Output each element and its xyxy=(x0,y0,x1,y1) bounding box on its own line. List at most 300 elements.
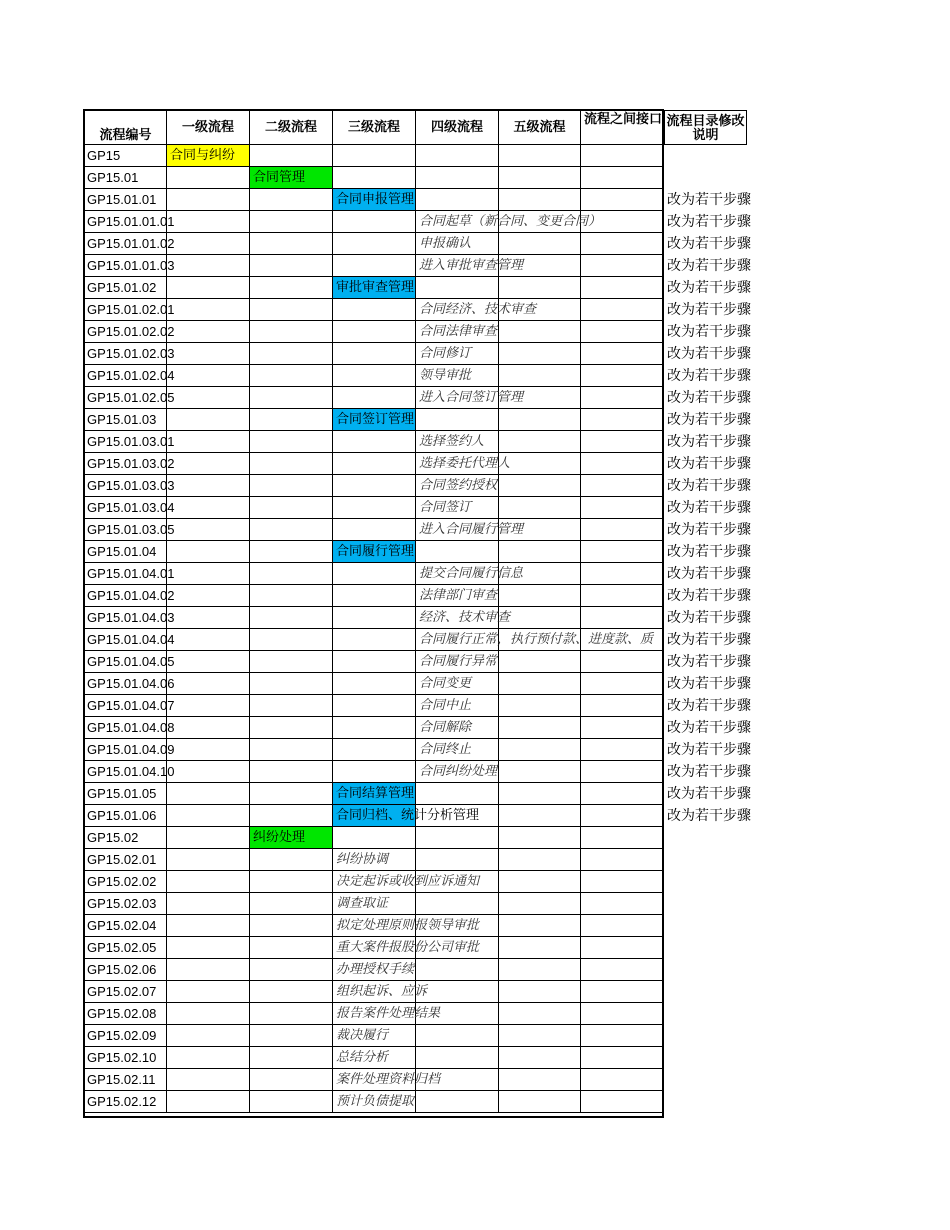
level-3-cell[interactable] xyxy=(333,321,416,343)
level-2-cell[interactable] xyxy=(250,519,333,541)
level-5-cell[interactable] xyxy=(499,475,581,497)
level-3-cell[interactable] xyxy=(333,937,416,959)
level-4-cell[interactable] xyxy=(416,937,499,959)
level-5-cell[interactable] xyxy=(499,783,581,805)
level-4-cell[interactable] xyxy=(416,717,499,739)
level-1-cell[interactable] xyxy=(167,145,250,167)
level-6-cell[interactable] xyxy=(581,541,662,563)
level-3-cell[interactable] xyxy=(333,981,416,1003)
code-cell[interactable] xyxy=(85,453,167,475)
code-cell[interactable] xyxy=(85,629,167,651)
level-2-cell[interactable] xyxy=(250,387,333,409)
level-5-cell[interactable] xyxy=(499,167,581,189)
level-1-cell[interactable] xyxy=(167,387,250,409)
level-3-cell[interactable] xyxy=(333,453,416,475)
level-3-cell[interactable] xyxy=(333,277,416,299)
level-4-cell[interactable] xyxy=(416,365,499,387)
level-3-cell[interactable] xyxy=(333,1025,416,1047)
level-1-cell[interactable] xyxy=(167,717,250,739)
level-4-cell[interactable] xyxy=(416,475,499,497)
level-2-cell[interactable] xyxy=(250,607,333,629)
level-5-cell[interactable] xyxy=(499,233,581,255)
level-6-cell[interactable] xyxy=(581,629,662,651)
level-4-cell[interactable] xyxy=(416,211,499,233)
level-3-cell[interactable] xyxy=(333,761,416,783)
level-1-cell[interactable] xyxy=(167,409,250,431)
level-5-cell[interactable] xyxy=(499,409,581,431)
level-5-cell[interactable] xyxy=(499,827,581,849)
level-4-cell[interactable] xyxy=(416,519,499,541)
level-5-cell[interactable] xyxy=(499,871,581,893)
level-6-cell[interactable] xyxy=(581,959,662,981)
level-3-cell[interactable] xyxy=(333,827,416,849)
level-5-cell[interactable] xyxy=(499,387,581,409)
level-3-cell[interactable] xyxy=(333,189,416,211)
level-6-cell[interactable] xyxy=(581,365,662,387)
code-cell[interactable] xyxy=(85,1069,167,1091)
level-3-cell[interactable] xyxy=(333,475,416,497)
level-1-cell[interactable] xyxy=(167,497,250,519)
level-4-cell[interactable] xyxy=(416,871,499,893)
code-cell[interactable] xyxy=(85,673,167,695)
level-6-cell[interactable] xyxy=(581,1069,662,1091)
level-6-cell[interactable] xyxy=(581,783,662,805)
level-1-cell[interactable] xyxy=(167,893,250,915)
code-cell[interactable] xyxy=(85,893,167,915)
level-1-cell[interactable] xyxy=(167,673,250,695)
level-5-cell[interactable] xyxy=(499,321,581,343)
level-3-cell[interactable] xyxy=(333,695,416,717)
level-2-cell[interactable] xyxy=(250,849,333,871)
code-cell[interactable] xyxy=(85,211,167,233)
level-1-cell[interactable] xyxy=(167,277,250,299)
level-4-cell[interactable] xyxy=(416,431,499,453)
level-3-cell[interactable] xyxy=(333,629,416,651)
level-3-cell[interactable] xyxy=(333,167,416,189)
level-3-cell[interactable] xyxy=(333,409,416,431)
level-3-cell[interactable] xyxy=(333,849,416,871)
level-4-cell[interactable] xyxy=(416,299,499,321)
level-5-cell[interactable] xyxy=(499,981,581,1003)
level-6-cell[interactable] xyxy=(581,211,662,233)
level-4-cell[interactable] xyxy=(416,343,499,365)
level-6-cell[interactable] xyxy=(581,739,662,761)
level-4-cell[interactable] xyxy=(416,585,499,607)
level-5-cell[interactable] xyxy=(499,739,581,761)
level-2-cell[interactable] xyxy=(250,717,333,739)
level-4-cell[interactable] xyxy=(416,277,499,299)
level-2-cell[interactable] xyxy=(250,893,333,915)
level-1-cell[interactable] xyxy=(167,475,250,497)
code-cell[interactable] xyxy=(85,431,167,453)
level-4-cell[interactable] xyxy=(416,629,499,651)
level-6-cell[interactable] xyxy=(581,299,662,321)
level-3-cell[interactable] xyxy=(333,1047,416,1069)
level-1-cell[interactable] xyxy=(167,871,250,893)
level-6-cell[interactable] xyxy=(581,145,662,167)
level-4-cell[interactable] xyxy=(416,673,499,695)
level-4-cell[interactable] xyxy=(416,695,499,717)
code-cell[interactable] xyxy=(85,1003,167,1025)
level-4-cell[interactable] xyxy=(416,541,499,563)
level-1-cell[interactable] xyxy=(167,915,250,937)
level-2-cell[interactable] xyxy=(250,739,333,761)
level-4-cell[interactable] xyxy=(416,1003,499,1025)
code-cell[interactable] xyxy=(85,805,167,827)
level-4-cell[interactable] xyxy=(416,827,499,849)
code-cell[interactable] xyxy=(85,761,167,783)
level-1-cell[interactable] xyxy=(167,1069,250,1091)
level-1-cell[interactable] xyxy=(167,365,250,387)
level-3-cell[interactable] xyxy=(333,893,416,915)
level-2-cell[interactable] xyxy=(250,431,333,453)
level-2-cell[interactable] xyxy=(250,651,333,673)
level-4-cell[interactable] xyxy=(416,1091,499,1113)
level-6-cell[interactable] xyxy=(581,321,662,343)
level-6-cell[interactable] xyxy=(581,1091,662,1113)
level-4-cell[interactable] xyxy=(416,893,499,915)
level-1-cell[interactable] xyxy=(167,937,250,959)
code-cell[interactable] xyxy=(85,277,167,299)
level-1-cell[interactable] xyxy=(167,189,250,211)
level-4-cell[interactable] xyxy=(416,849,499,871)
code-cell[interactable] xyxy=(85,717,167,739)
level-3-cell[interactable] xyxy=(333,211,416,233)
level-2-cell[interactable] xyxy=(250,211,333,233)
level-2-cell[interactable] xyxy=(250,695,333,717)
level-2-cell[interactable] xyxy=(250,871,333,893)
level-3-cell[interactable] xyxy=(333,783,416,805)
code-cell[interactable] xyxy=(85,475,167,497)
level-5-cell[interactable] xyxy=(499,1025,581,1047)
level-6-cell[interactable] xyxy=(581,849,662,871)
level-2-cell[interactable] xyxy=(250,167,333,189)
level-3-cell[interactable] xyxy=(333,299,416,321)
level-4-cell[interactable] xyxy=(416,387,499,409)
level-5-cell[interactable] xyxy=(499,673,581,695)
level-6-cell[interactable] xyxy=(581,475,662,497)
level-2-cell[interactable] xyxy=(250,277,333,299)
level-5-cell[interactable] xyxy=(499,849,581,871)
level-1-cell[interactable] xyxy=(167,1091,250,1113)
level-1-cell[interactable] xyxy=(167,563,250,585)
level-5-cell[interactable] xyxy=(499,629,581,651)
level-6-cell[interactable] xyxy=(581,651,662,673)
level-6-cell[interactable] xyxy=(581,1025,662,1047)
level-2-cell[interactable] xyxy=(250,145,333,167)
level-1-cell[interactable] xyxy=(167,827,250,849)
code-cell[interactable] xyxy=(85,739,167,761)
code-cell[interactable] xyxy=(85,145,167,167)
code-cell[interactable] xyxy=(85,189,167,211)
level-1-cell[interactable] xyxy=(167,519,250,541)
code-cell[interactable] xyxy=(85,607,167,629)
level-6-cell[interactable] xyxy=(581,167,662,189)
level-2-cell[interactable] xyxy=(250,629,333,651)
level-6-cell[interactable] xyxy=(581,519,662,541)
level-5-cell[interactable] xyxy=(499,717,581,739)
level-3-cell[interactable] xyxy=(333,871,416,893)
level-6-cell[interactable] xyxy=(581,915,662,937)
level-6-cell[interactable] xyxy=(581,277,662,299)
level-5-cell[interactable] xyxy=(499,651,581,673)
level-2-cell[interactable] xyxy=(250,1047,333,1069)
level-3-cell[interactable] xyxy=(333,1091,416,1113)
level-3-cell[interactable] xyxy=(333,387,416,409)
level-1-cell[interactable] xyxy=(167,321,250,343)
level-3-cell[interactable] xyxy=(333,585,416,607)
level-1-cell[interactable] xyxy=(167,607,250,629)
level-2-cell[interactable] xyxy=(250,365,333,387)
code-cell[interactable] xyxy=(85,365,167,387)
level-2-cell[interactable] xyxy=(250,1025,333,1047)
level-2-cell[interactable] xyxy=(250,563,333,585)
level-2-cell[interactable] xyxy=(250,1091,333,1113)
level-1-cell[interactable] xyxy=(167,541,250,563)
level-3-cell[interactable] xyxy=(333,145,416,167)
level-2-cell[interactable] xyxy=(250,189,333,211)
level-5-cell[interactable] xyxy=(499,915,581,937)
level-2-cell[interactable] xyxy=(250,981,333,1003)
level-1-cell[interactable] xyxy=(167,981,250,1003)
level-4-cell[interactable] xyxy=(416,959,499,981)
level-6-cell[interactable] xyxy=(581,695,662,717)
level-2-cell[interactable] xyxy=(250,915,333,937)
level-1-cell[interactable] xyxy=(167,453,250,475)
code-cell[interactable] xyxy=(85,849,167,871)
level-5-cell[interactable] xyxy=(499,541,581,563)
level-5-cell[interactable] xyxy=(499,1047,581,1069)
level-6-cell[interactable] xyxy=(581,981,662,1003)
code-cell[interactable] xyxy=(85,695,167,717)
code-cell[interactable] xyxy=(85,387,167,409)
code-cell[interactable] xyxy=(85,1091,167,1113)
level-2-cell[interactable] xyxy=(250,453,333,475)
code-cell[interactable] xyxy=(85,497,167,519)
code-cell[interactable] xyxy=(85,541,167,563)
level-6-cell[interactable] xyxy=(581,387,662,409)
level-1-cell[interactable] xyxy=(167,431,250,453)
level-4-cell[interactable] xyxy=(416,1069,499,1091)
level-3-cell[interactable] xyxy=(333,717,416,739)
level-2-cell[interactable] xyxy=(250,805,333,827)
level-4-cell[interactable] xyxy=(416,563,499,585)
level-6-cell[interactable] xyxy=(581,673,662,695)
level-2-cell[interactable] xyxy=(250,783,333,805)
level-1-cell[interactable] xyxy=(167,761,250,783)
level-2-cell[interactable] xyxy=(250,255,333,277)
level-6-cell[interactable] xyxy=(581,453,662,475)
level-5-cell[interactable] xyxy=(499,343,581,365)
level-4-cell[interactable] xyxy=(416,233,499,255)
level-3-cell[interactable] xyxy=(333,343,416,365)
code-cell[interactable] xyxy=(85,299,167,321)
code-cell[interactable] xyxy=(85,563,167,585)
code-cell[interactable] xyxy=(85,233,167,255)
level-6-cell[interactable] xyxy=(581,805,662,827)
level-6-cell[interactable] xyxy=(581,585,662,607)
level-2-cell[interactable] xyxy=(250,761,333,783)
code-cell[interactable] xyxy=(85,981,167,1003)
level-1-cell[interactable] xyxy=(167,167,250,189)
level-1-cell[interactable] xyxy=(167,959,250,981)
level-5-cell[interactable] xyxy=(499,365,581,387)
code-cell[interactable] xyxy=(85,1025,167,1047)
level-4-cell[interactable] xyxy=(416,981,499,1003)
level-6-cell[interactable] xyxy=(581,255,662,277)
level-4-cell[interactable] xyxy=(416,651,499,673)
level-2-cell[interactable] xyxy=(250,827,333,849)
level-6-cell[interactable] xyxy=(581,343,662,365)
level-1-cell[interactable] xyxy=(167,805,250,827)
level-3-cell[interactable] xyxy=(333,651,416,673)
level-4-cell[interactable] xyxy=(416,255,499,277)
level-6-cell[interactable] xyxy=(581,871,662,893)
level-3-cell[interactable] xyxy=(333,959,416,981)
level-5-cell[interactable] xyxy=(499,519,581,541)
code-cell[interactable] xyxy=(85,167,167,189)
level-2-cell[interactable] xyxy=(250,1003,333,1025)
level-4-cell[interactable] xyxy=(416,805,499,827)
level-2-cell[interactable] xyxy=(250,585,333,607)
level-3-cell[interactable] xyxy=(333,541,416,563)
level-1-cell[interactable] xyxy=(167,1025,250,1047)
level-1-cell[interactable] xyxy=(167,651,250,673)
code-cell[interactable] xyxy=(85,255,167,277)
code-cell[interactable] xyxy=(85,343,167,365)
level-4-cell[interactable] xyxy=(416,321,499,343)
level-5-cell[interactable] xyxy=(499,563,581,585)
level-3-cell[interactable] xyxy=(333,431,416,453)
level-1-cell[interactable] xyxy=(167,299,250,321)
level-5-cell[interactable] xyxy=(499,1091,581,1113)
code-cell[interactable] xyxy=(85,871,167,893)
level-2-cell[interactable] xyxy=(250,541,333,563)
code-cell[interactable] xyxy=(85,827,167,849)
level-6-cell[interactable] xyxy=(581,233,662,255)
code-cell[interactable] xyxy=(85,783,167,805)
level-2-cell[interactable] xyxy=(250,409,333,431)
level-3-cell[interactable] xyxy=(333,1003,416,1025)
level-2-cell[interactable] xyxy=(250,673,333,695)
level-4-cell[interactable] xyxy=(416,783,499,805)
level-1-cell[interactable] xyxy=(167,849,250,871)
code-cell[interactable] xyxy=(85,321,167,343)
level-3-cell[interactable] xyxy=(333,805,416,827)
level-6-cell[interactable] xyxy=(581,431,662,453)
code-cell[interactable] xyxy=(85,409,167,431)
level-5-cell[interactable] xyxy=(499,189,581,211)
level-5-cell[interactable] xyxy=(499,1003,581,1025)
level-1-cell[interactable] xyxy=(167,255,250,277)
level-5-cell[interactable] xyxy=(499,959,581,981)
level-5-cell[interactable] xyxy=(499,277,581,299)
code-cell[interactable] xyxy=(85,1047,167,1069)
level-6-cell[interactable] xyxy=(581,1003,662,1025)
level-6-cell[interactable] xyxy=(581,827,662,849)
code-cell[interactable] xyxy=(85,651,167,673)
level-1-cell[interactable] xyxy=(167,1003,250,1025)
level-2-cell[interactable] xyxy=(250,475,333,497)
level-2-cell[interactable] xyxy=(250,321,333,343)
level-2-cell[interactable] xyxy=(250,1069,333,1091)
level-5-cell[interactable] xyxy=(499,431,581,453)
level-6-cell[interactable] xyxy=(581,1047,662,1069)
level-3-cell[interactable] xyxy=(333,365,416,387)
code-cell[interactable] xyxy=(85,519,167,541)
level-5-cell[interactable] xyxy=(499,695,581,717)
level-4-cell[interactable] xyxy=(416,1025,499,1047)
level-1-cell[interactable] xyxy=(167,629,250,651)
level-5-cell[interactable] xyxy=(499,497,581,519)
level-3-cell[interactable] xyxy=(333,519,416,541)
level-4-cell[interactable] xyxy=(416,739,499,761)
level-5-cell[interactable] xyxy=(499,211,581,233)
level-6-cell[interactable] xyxy=(581,189,662,211)
level-3-cell[interactable] xyxy=(333,233,416,255)
level-1-cell[interactable] xyxy=(167,343,250,365)
level-6-cell[interactable] xyxy=(581,937,662,959)
level-4-cell[interactable] xyxy=(416,453,499,475)
level-3-cell[interactable] xyxy=(333,255,416,277)
level-5-cell[interactable] xyxy=(499,453,581,475)
code-cell[interactable] xyxy=(85,959,167,981)
code-cell[interactable] xyxy=(85,585,167,607)
level-4-cell[interactable] xyxy=(416,145,499,167)
code-cell[interactable] xyxy=(85,915,167,937)
level-3-cell[interactable] xyxy=(333,739,416,761)
level-5-cell[interactable] xyxy=(499,145,581,167)
level-5-cell[interactable] xyxy=(499,255,581,277)
level-5-cell[interactable] xyxy=(499,607,581,629)
level-1-cell[interactable] xyxy=(167,585,250,607)
level-4-cell[interactable] xyxy=(416,915,499,937)
level-3-cell[interactable] xyxy=(333,673,416,695)
level-2-cell[interactable] xyxy=(250,343,333,365)
level-4-cell[interactable] xyxy=(416,761,499,783)
level-6-cell[interactable] xyxy=(581,607,662,629)
level-5-cell[interactable] xyxy=(499,1069,581,1091)
level-6-cell[interactable] xyxy=(581,717,662,739)
level-6-cell[interactable] xyxy=(581,563,662,585)
level-5-cell[interactable] xyxy=(499,937,581,959)
level-5-cell[interactable] xyxy=(499,761,581,783)
level-4-cell[interactable] xyxy=(416,167,499,189)
level-1-cell[interactable] xyxy=(167,233,250,255)
code-cell[interactable] xyxy=(85,937,167,959)
level-1-cell[interactable] xyxy=(167,739,250,761)
level-2-cell[interactable] xyxy=(250,497,333,519)
level-1-cell[interactable] xyxy=(167,211,250,233)
level-4-cell[interactable] xyxy=(416,497,499,519)
level-4-cell[interactable] xyxy=(416,189,499,211)
level-3-cell[interactable] xyxy=(333,563,416,585)
level-3-cell[interactable] xyxy=(333,1069,416,1091)
level-2-cell[interactable] xyxy=(250,299,333,321)
level-4-cell[interactable] xyxy=(416,1047,499,1069)
level-6-cell[interactable] xyxy=(581,761,662,783)
level-5-cell[interactable] xyxy=(499,893,581,915)
level-4-cell[interactable] xyxy=(416,607,499,629)
level-2-cell[interactable] xyxy=(250,233,333,255)
level-6-cell[interactable] xyxy=(581,497,662,519)
level-6-cell[interactable] xyxy=(581,893,662,915)
level-5-cell[interactable] xyxy=(499,805,581,827)
level-1-cell[interactable] xyxy=(167,695,250,717)
level-6-cell[interactable] xyxy=(581,409,662,431)
level-3-cell[interactable] xyxy=(333,915,416,937)
level-3-cell[interactable] xyxy=(333,607,416,629)
